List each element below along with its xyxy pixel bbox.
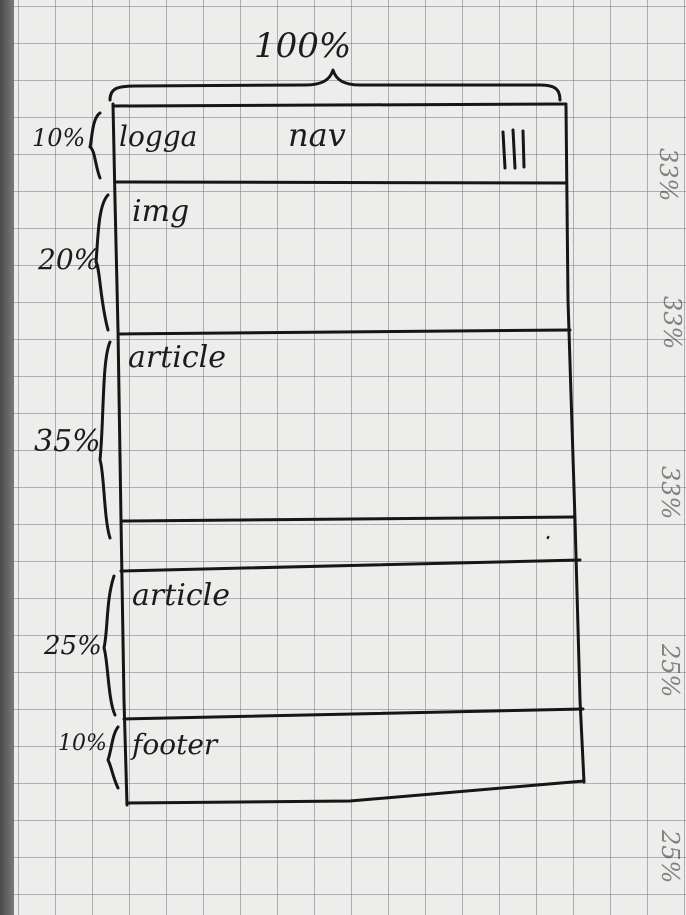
brace-25 bbox=[104, 576, 115, 715]
top-brace bbox=[110, 70, 560, 100]
divider-nav bbox=[115, 182, 566, 183]
brace-10-bottom bbox=[108, 727, 118, 788]
outer-frame-left bbox=[113, 104, 127, 805]
section-name-article: article bbox=[128, 340, 227, 375]
margin-note-4: 25% bbox=[656, 644, 684, 698]
hamburger-icon bbox=[503, 130, 524, 168]
brace-10-top bbox=[90, 113, 100, 178]
section-percent-article: 35% bbox=[34, 424, 101, 459]
brace-35 bbox=[100, 342, 110, 538]
outer-frame-right bbox=[566, 106, 584, 782]
section-name-nav: nav bbox=[288, 116, 346, 154]
section-percent-footer: 10% bbox=[58, 731, 107, 756]
section-name-article2: article bbox=[132, 578, 231, 613]
outer-frame-bottom bbox=[127, 781, 584, 803]
margin-note-1: 33% bbox=[654, 148, 682, 202]
divider-article-inner bbox=[121, 517, 574, 521]
margin-note-5: 25% bbox=[656, 830, 684, 884]
section-percent-img: 20% bbox=[38, 243, 101, 276]
section-percent-logga: 10% bbox=[32, 124, 86, 152]
section-name-img: img bbox=[132, 194, 190, 229]
title-label: 100% bbox=[254, 26, 352, 66]
section-name-footer: footer bbox=[132, 728, 218, 761]
divider-img bbox=[119, 330, 570, 334]
section-name-logga: logga bbox=[119, 120, 198, 153]
section-percent-article2: 25% bbox=[44, 631, 102, 661]
divider-article2 bbox=[124, 709, 583, 719]
margin-note-2: 33% bbox=[658, 296, 686, 350]
margin-note-3: 33% bbox=[656, 466, 684, 520]
divider-article bbox=[121, 560, 580, 571]
top-line bbox=[113, 104, 566, 106]
